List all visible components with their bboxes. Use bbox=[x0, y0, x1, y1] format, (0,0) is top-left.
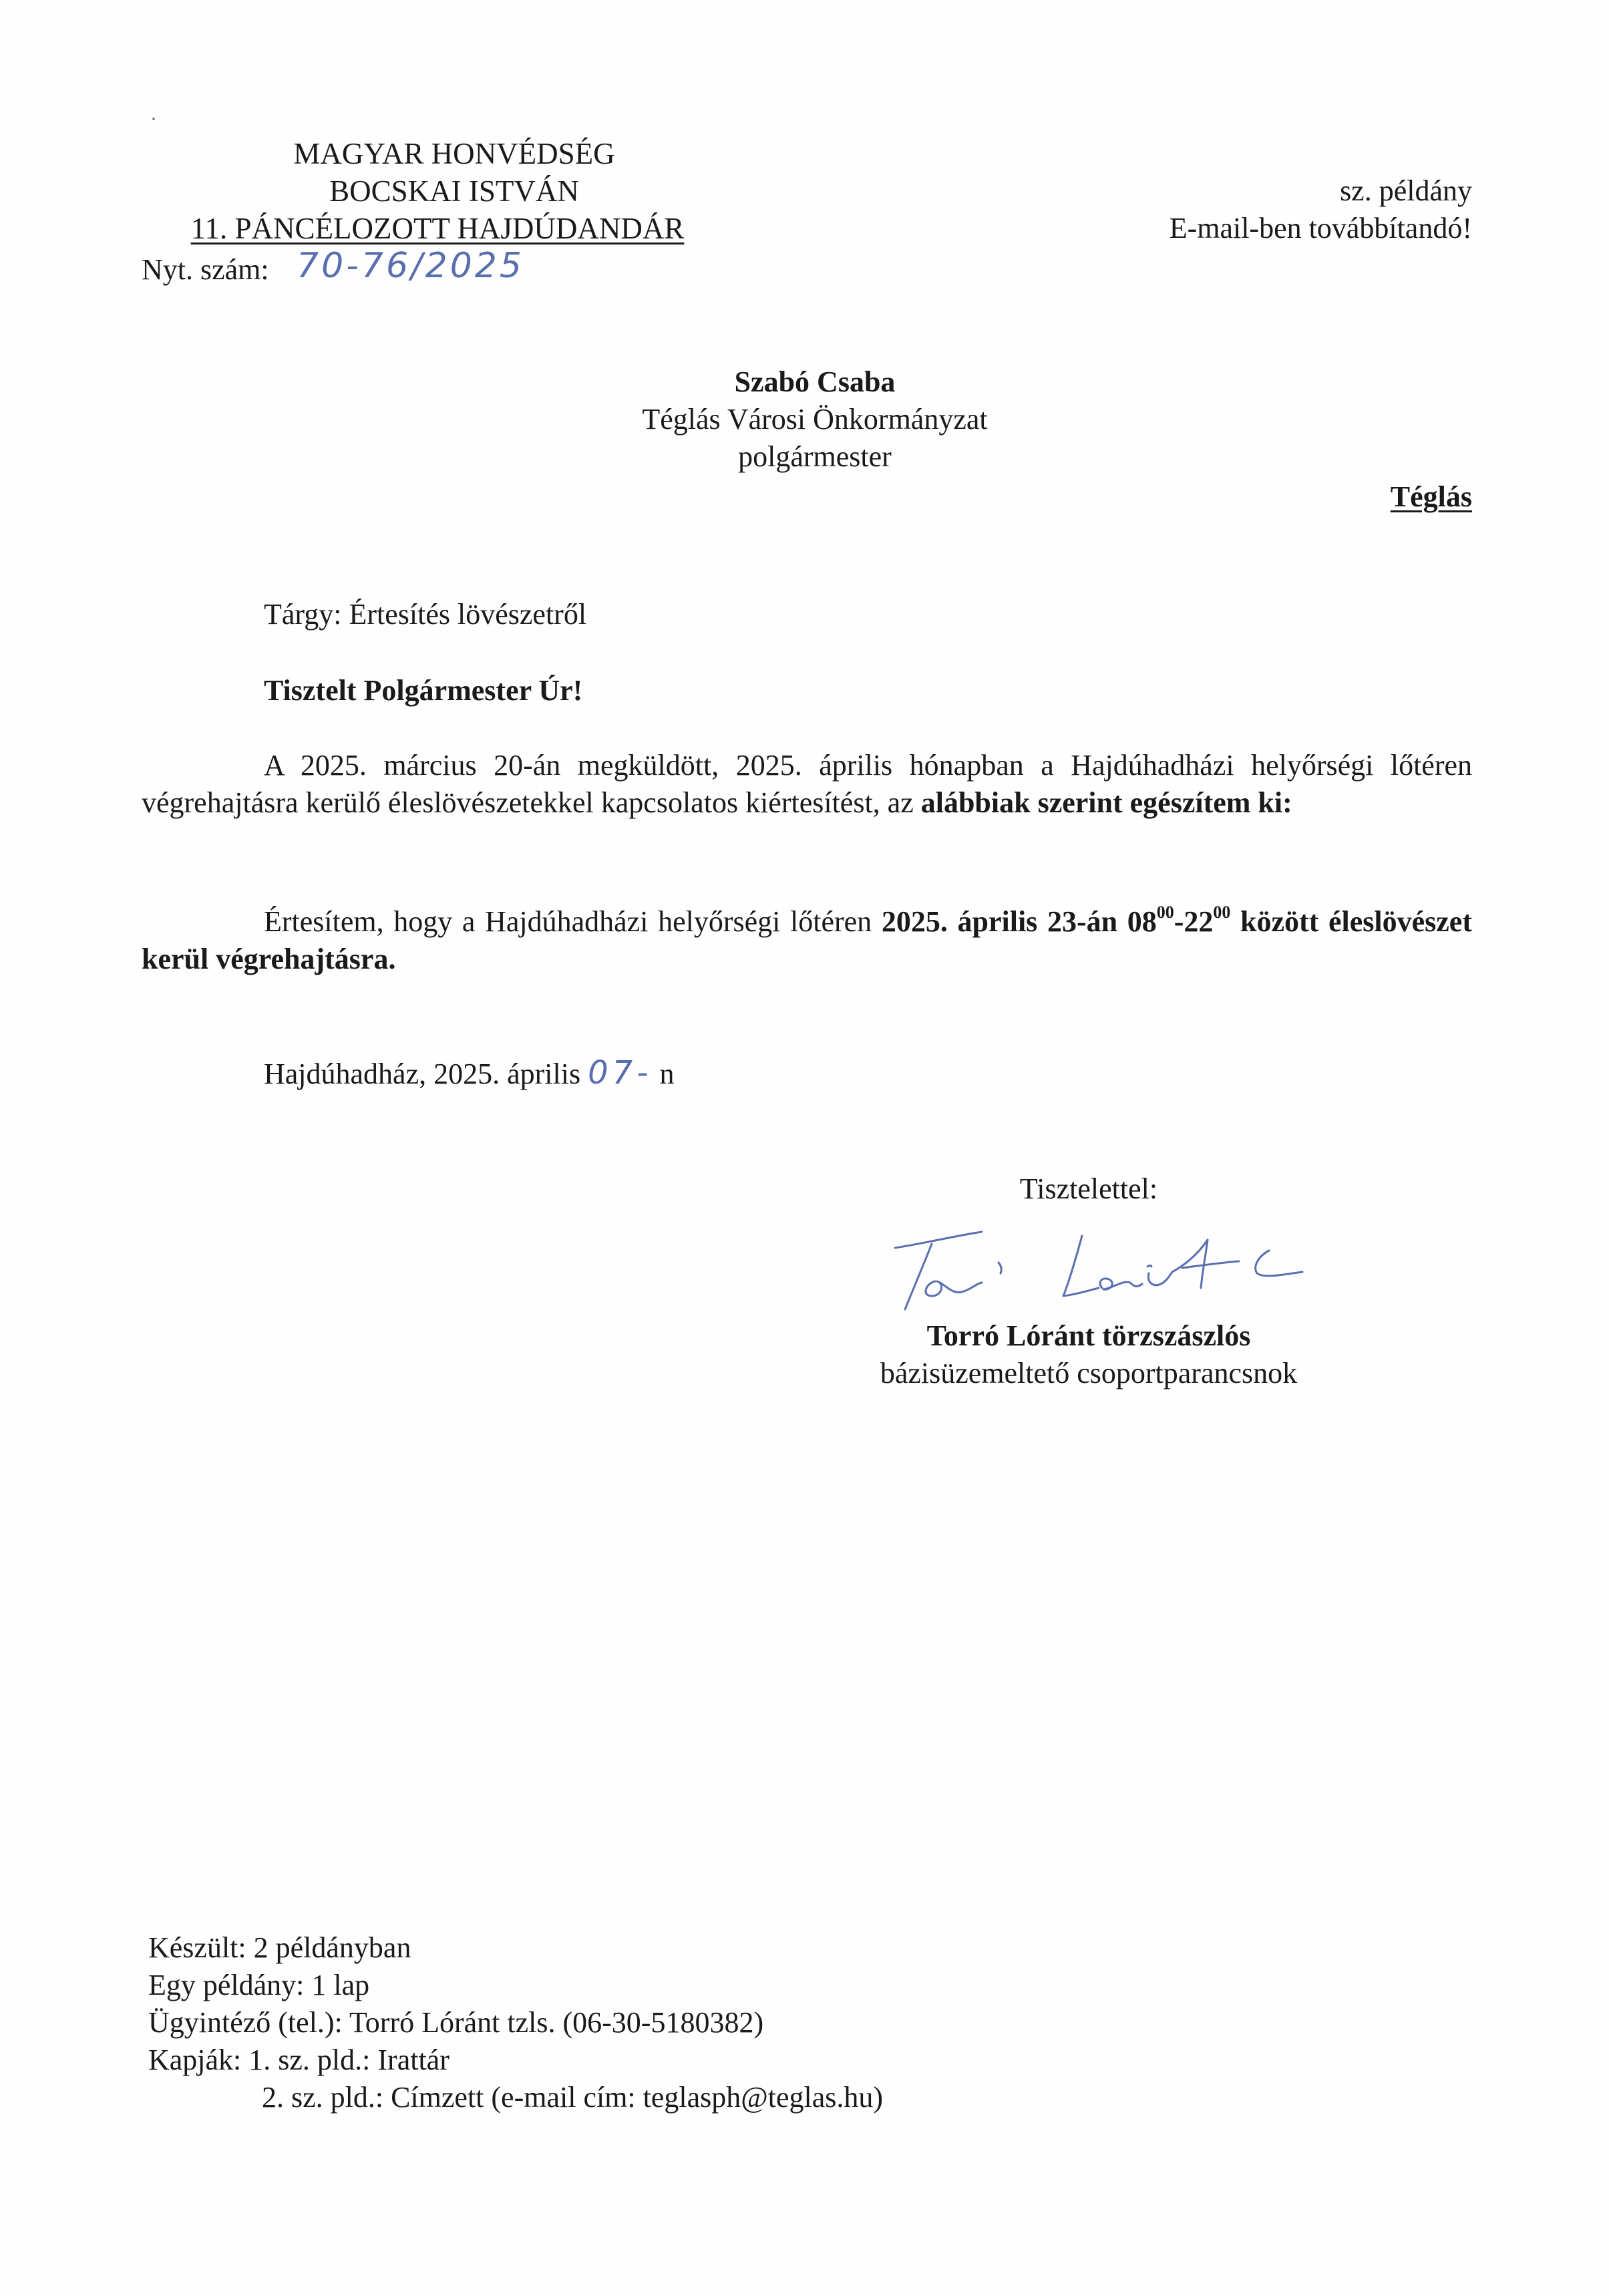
p2-text: Értesítem, hogy a Hajdúhadházi helyőrségi lőtéren bbox=[264, 905, 882, 938]
org-line-2: BOCSKAI ISTVÁN bbox=[329, 174, 579, 208]
body-paragraph-2 bbox=[142, 903, 1472, 978]
date-day-handwritten: 07- bbox=[588, 1054, 653, 1092]
p1-text: A 2025. március 20-án megküldött, 2025. április hónapban a Hajdúhadházi helyőrségi lőtéren végrehajtásra kerülő éleslövészetekkel kapcsolatos kiértesítést, az bbox=[142, 749, 1472, 819]
p1-end: : bbox=[1282, 786, 1292, 819]
p2-end-minutes: 00 bbox=[1213, 903, 1231, 923]
registration-number-handwritten: 70-76/2025 bbox=[297, 246, 524, 286]
p2-start-minutes: 00 bbox=[1156, 903, 1174, 923]
copy-label: sz. példány bbox=[1340, 174, 1472, 207]
p2-end-hour: -22 bbox=[1174, 905, 1214, 938]
date-suffix: n bbox=[659, 1057, 675, 1090]
org-line-1: MAGYAR HONVÉDSÉG bbox=[293, 137, 615, 170]
body-paragraph-1 bbox=[142, 747, 1472, 822]
recipient-organization: Téglás Városi Önkormányzat bbox=[642, 403, 988, 436]
signer-name: Torró Lóránt törzszászlós bbox=[926, 1319, 1251, 1352]
closing-greeting: Tisztelettel: bbox=[1019, 1172, 1158, 1205]
footer-pages: Egy példány: 1 lap bbox=[148, 1969, 370, 2001]
registration-label: Nyt. szám: bbox=[142, 253, 269, 286]
date-text: Hajdúhadház, 2025. április bbox=[264, 1057, 581, 1090]
recipient-name: Szabó Csaba bbox=[734, 365, 896, 398]
forward-note: E-mail-ben továbbítandó! bbox=[1169, 212, 1472, 244]
date-line bbox=[264, 1054, 675, 1093]
signature-drawing bbox=[868, 1209, 1336, 1323]
p2-bold-rest: között éleslövészet kerül végrehajtásra. bbox=[142, 905, 1472, 975]
subject-text: Értesítés lövészetről bbox=[349, 598, 587, 631]
footer-distribution-2: 2. sz. pld.: Címzett (e-mail cím: teglasph@teglas.hu) bbox=[262, 2081, 884, 2114]
footer-distribution-1: Kapják: 1. sz. pld.: Irattár bbox=[148, 2043, 450, 2076]
org-line-3: 11. PÁNCÉLOZOTT HAJDÚDANDÁR bbox=[190, 212, 685, 245]
subject-line bbox=[264, 596, 586, 633]
p1-bold-text: alábbiak szerint egészítem ki bbox=[920, 786, 1283, 819]
footer-copies: Készült: 2 példányban bbox=[148, 1931, 411, 1964]
scan-speck bbox=[152, 118, 155, 120]
footer-contact: Ügyintéző (tel.): Torró Lóránt tzls. (06-30-5180382) bbox=[148, 2006, 764, 2039]
signer-role: bázisüzemeltető csoportparancsnok bbox=[880, 1357, 1298, 1389]
subject-label: Tárgy: bbox=[264, 598, 342, 631]
p2-date: 2025. április 23-án 08 bbox=[881, 905, 1157, 938]
recipient-city: Téglás bbox=[1390, 480, 1472, 513]
salutation: Tisztelt Polgármester Úr! bbox=[264, 674, 583, 707]
handwritten-signature bbox=[868, 1209, 1336, 1323]
recipient-title: polgármester bbox=[738, 440, 892, 473]
